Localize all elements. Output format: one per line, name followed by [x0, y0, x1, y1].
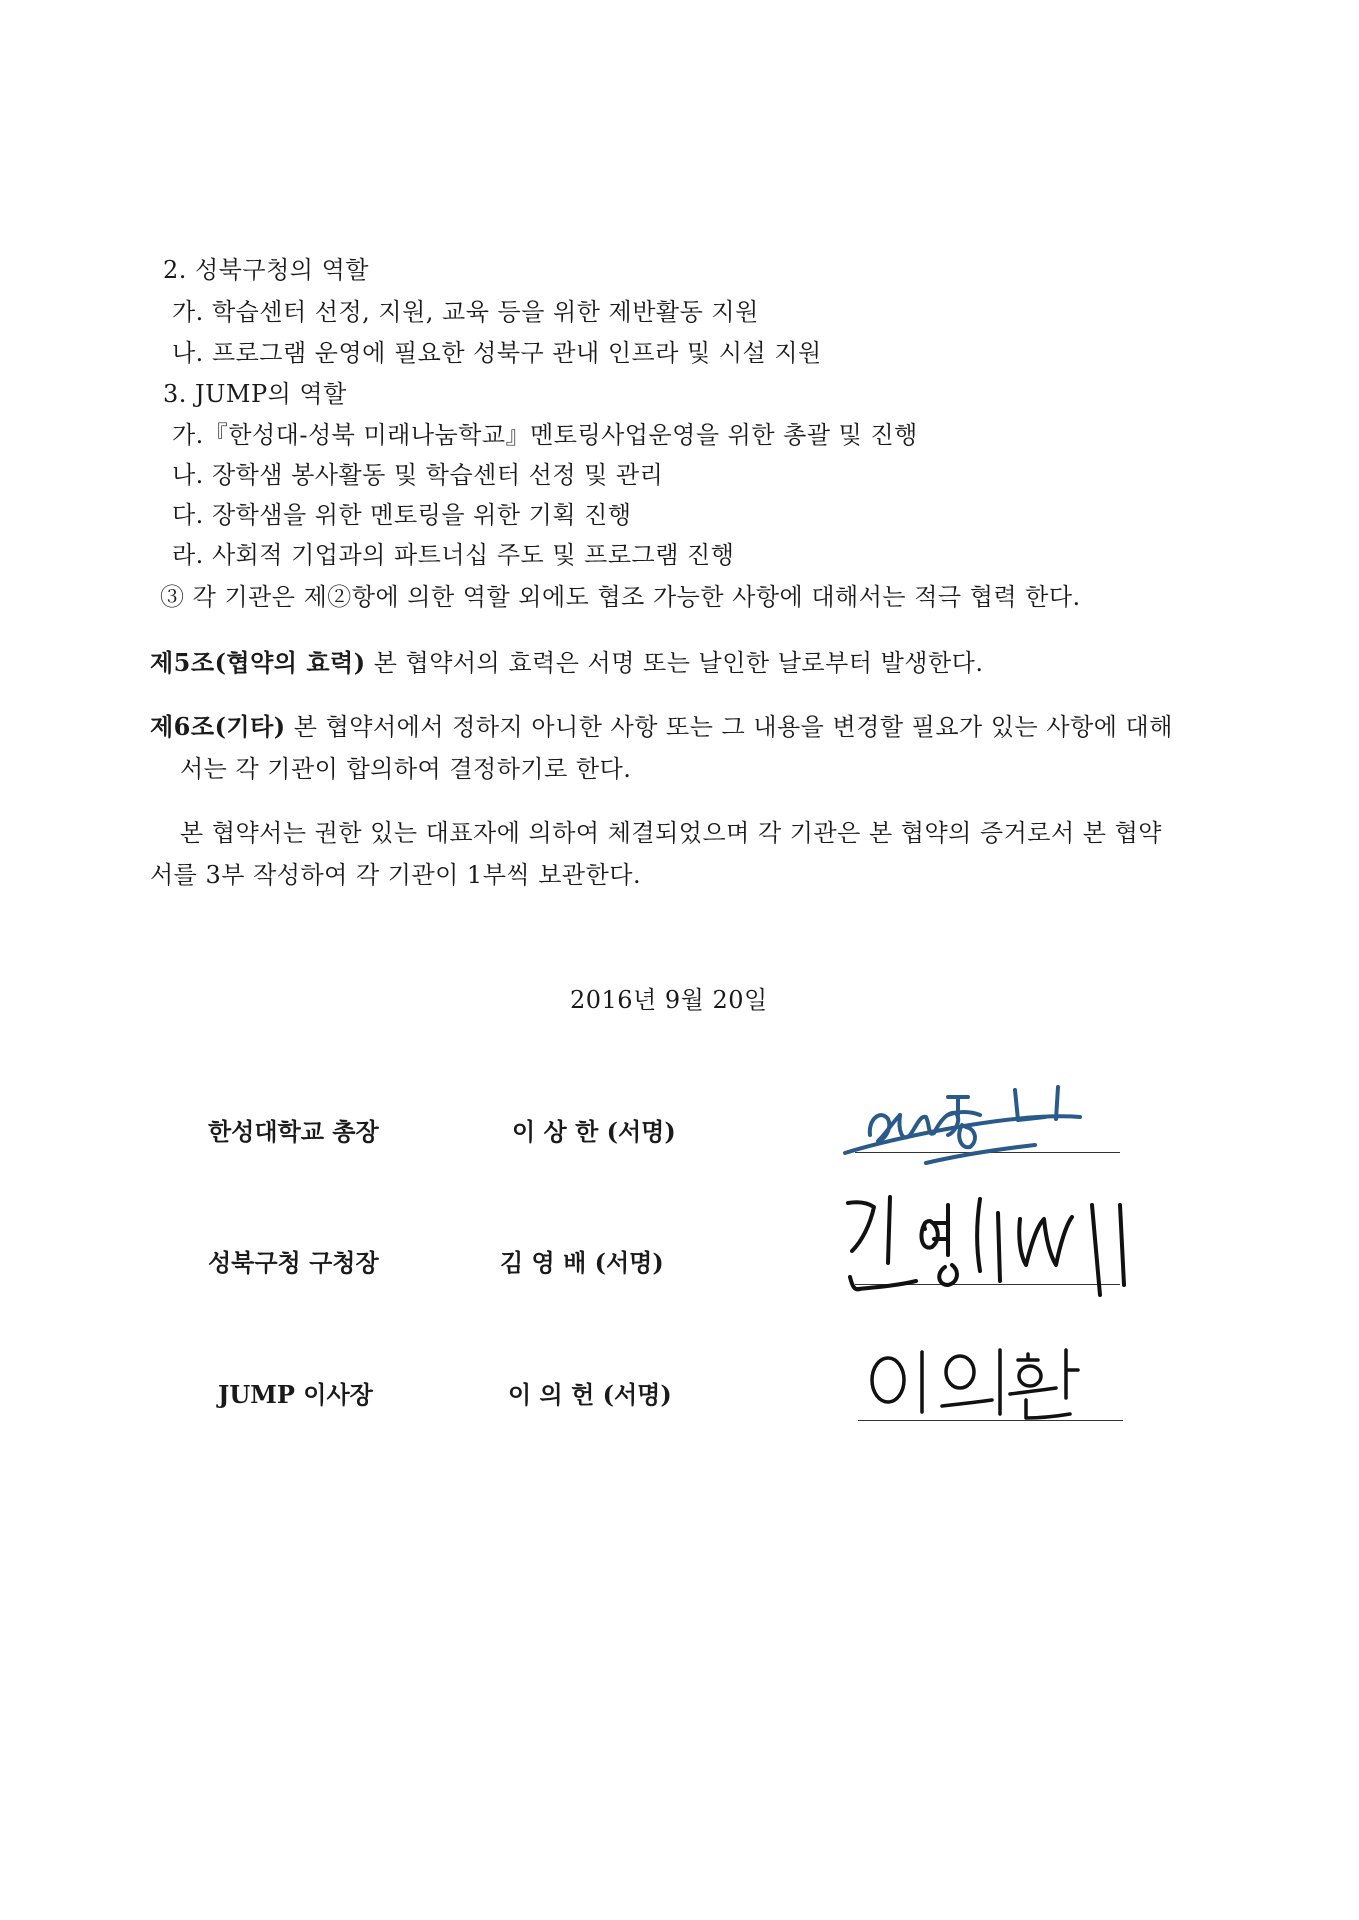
- clause3-text: ③ 각 기관은 제②항에 의한 역할 외에도 협조 가능한 사항에 대해서는 적극 협력 한다.: [160, 583, 1081, 611]
- signatory-3-name: 이 의 헌 (서명): [508, 1380, 672, 1409]
- article6-text-line2: 서는 각 기관이 합의하여 결정하기로 한다.: [180, 755, 632, 783]
- section2-item-na: 나. 프로그램 운영에 필요한 성북구 관내 인프라 및 시설 지원: [172, 339, 822, 367]
- signature-1-image: [830, 1075, 1100, 1175]
- signature-3-image: [860, 1340, 1100, 1430]
- section2-heading: 2. 성북구청의 역할: [163, 256, 369, 284]
- article6-title: 제6조(기타): [150, 712, 286, 741]
- signatory-2-position: 성북구청 구청장: [208, 1248, 379, 1277]
- signatory-3-position: JUMP 이사장: [218, 1380, 373, 1409]
- signatory-1-name: 이 상 한 (서명): [512, 1117, 676, 1146]
- article5-text: 본 협약서의 효력은 서명 또는 날인한 날로부터 발생한다.: [365, 649, 984, 677]
- closing-line2: 서를 3부 작성하여 각 기관이 1부씩 보관한다.: [150, 861, 642, 889]
- signatory-2-name: 김 영 배 (서명): [500, 1248, 664, 1277]
- section3-item-ga: 가.『한성대-성북 미래나눔학교』멘토링사업운영을 위한 총괄 및 진행: [172, 421, 918, 449]
- section3-heading: 3. JUMP의 역할: [163, 380, 347, 408]
- article5: [150, 648, 983, 678]
- section2-item-ga: 가. 학습센터 선정, 지원, 교육 등을 위한 제반활동 지원: [172, 298, 759, 326]
- signatory-1-position: 한성대학교 총장: [208, 1117, 379, 1146]
- closing-line1: 본 협약서는 권한 있는 대표자에 의하여 체결되었으며 각 기관은 본 협약의 증거로서 본 협약: [180, 819, 1162, 847]
- signature-2-image: [830, 1185, 1170, 1305]
- article5-title: 제5조(협약의 효력): [150, 648, 366, 677]
- section3-item-ra: 라. 사회적 기업과의 파트너십 주도 및 프로그램 진행: [172, 541, 735, 569]
- article6-text-line1: 본 협약서에서 정하지 아니한 사항 또는 그 내용을 변경할 필요가 있는 사항에 대해: [285, 713, 1173, 741]
- signing-date: 2016년 9월 20일: [570, 986, 768, 1014]
- article6-line1: [150, 712, 1173, 742]
- section3-item-na: 나. 장학샘 봉사활동 및 학습센터 선정 및 관리: [172, 461, 664, 489]
- section3-item-da: 다. 장학샘을 위한 멘토링을 위한 기획 진행: [172, 501, 632, 529]
